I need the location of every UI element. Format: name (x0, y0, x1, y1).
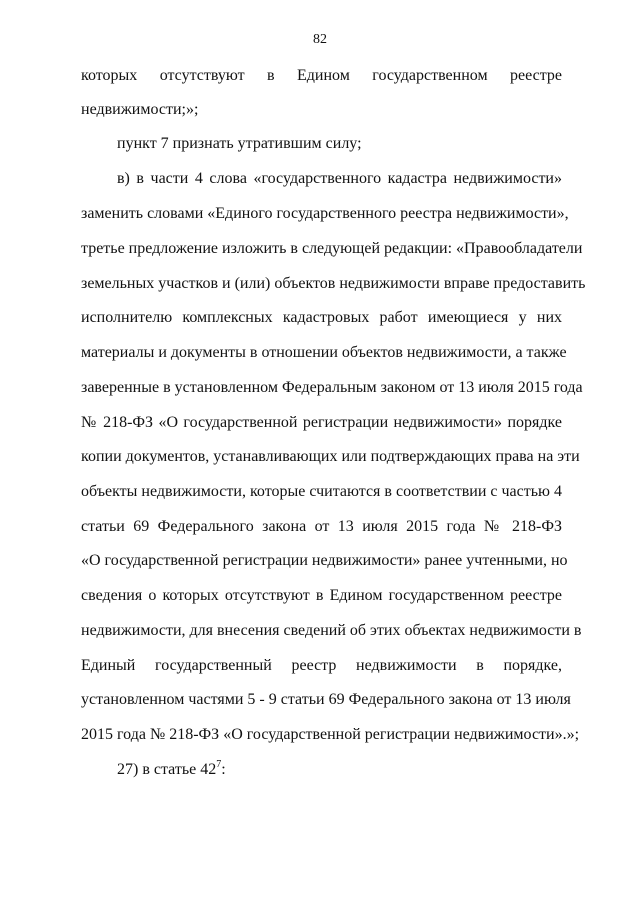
page-number: 82 (313, 32, 327, 47)
article-heading-superscript: 7 (216, 759, 222, 770)
article-heading-suffix: : (221, 761, 226, 778)
text-line: копии документов, устанавливающих или подтверждающих права на эти (81, 448, 580, 465)
text-line: статьи 69 Федерального закона от 13 июля 2015 года № 218-ФЗ (81, 518, 562, 535)
text-line: земельных участков и (или) объектов недвижимости вправе предоставить (81, 275, 586, 292)
text-line-article-heading (117, 760, 562, 780)
text-line: которых отсутствуют в Едином государственном реестре (81, 67, 562, 84)
text-line: сведения о которых отсутствуют в Едином государственном реестре (81, 587, 562, 604)
text-line: в) в части 4 слова «государственного кадастра недвижимости» (117, 170, 562, 187)
text-line: «О государственной регистрации недвижимости» ранее учтенными, но (81, 552, 568, 569)
text-line: объекты недвижимости, которые считаются в соответствии с частью 4 (81, 483, 562, 500)
text-line: материалы и документы в отношении объектов недвижимости, а также (81, 344, 567, 361)
text-line: установленном частями 5 - 9 статьи 69 Федерального закона от 13 июля (81, 691, 571, 708)
text-line: Единый государственный реестр недвижимости в порядке, (81, 657, 562, 674)
text-line: недвижимости, для внесения сведений об этих объектах недвижимости в (81, 622, 582, 639)
text-line: № 218-ФЗ «О государственной регистрации недвижимости» порядке (81, 414, 562, 431)
text-line: пункт 7 признать утратившим силу; (117, 135, 362, 152)
text-line: 2015 года № 218-ФЗ «О государственной регистрации недвижимости».»; (81, 726, 580, 743)
article-heading-text: 27) в статье 42 (117, 761, 217, 778)
text-line: недвижимости;»; (81, 101, 199, 118)
text-line: заменить словами «Единого государственного реестра недвижимости», (81, 205, 569, 222)
text-line: исполнителю комплексных кадастровых работ имеющиеся у них (81, 309, 562, 326)
text-line: заверенные в установленном Федеральным законом от 13 июля 2015 года (81, 379, 583, 396)
text-line: третье предложение изложить в следующей редакции: «Правообладатели (81, 240, 583, 257)
